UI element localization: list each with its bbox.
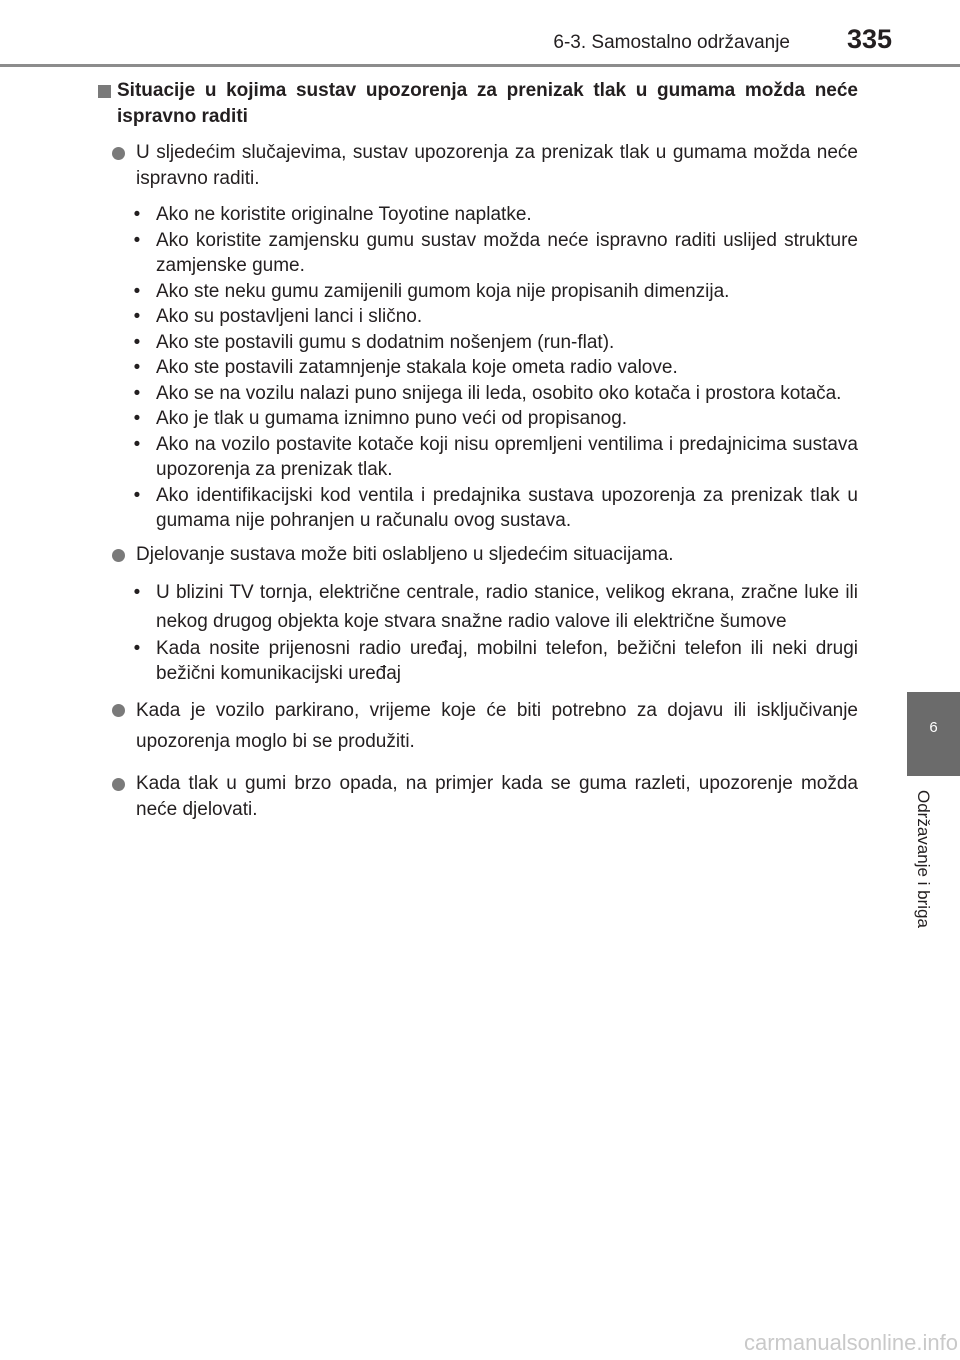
circle-bullet-icon [112, 778, 125, 791]
sub-bullet-icon: • [133, 280, 141, 302]
list-item [96, 330, 858, 356]
bullet-text: Kada je vozilo parkirano, vrijeme koje će biti potrebno za dojavu ili isključivanje upozorenja moglo bi se produžiti. [136, 699, 858, 752]
list-item-text: Ako identifikacijski kod ventila i predajnika sustava upozorenja za prenizak tlak u gumama nije pohranjen u računalu ovog sustava. [156, 484, 858, 531]
sub-bullet-icon: • [133, 637, 141, 659]
list-item-text: Ako ste neku gumu zamijenili gumom koja nije propisanih dimenzija. [156, 280, 730, 302]
chapter-label-text: Održavanje i briga [914, 790, 933, 928]
list-item [96, 483, 858, 534]
list-item-text: Ako je tlak u gumama iznimno puno veći od propisanog. [156, 408, 628, 429]
sub-bullet-icon: • [133, 484, 141, 506]
page-content [96, 78, 858, 833]
circle-bullet-icon [112, 704, 125, 717]
section-title: 6-3. Samostalno održavanje [553, 32, 790, 53]
list-item [96, 578, 858, 636]
bullet-text: Kada tlak u gumi brzo opada, na primjer kada se guma razleti, upozorenje možda neće djelovati. [136, 772, 858, 820]
list-item-text: Ako koristite zamjensku gumu sustav možda neće ispravno raditi uslijed strukture zamjenske gume. [156, 229, 858, 276]
square-bullet-icon [98, 85, 111, 98]
list-item [96, 381, 858, 407]
chapter-tab: 6 [907, 692, 960, 776]
page-number: 335 [846, 24, 892, 54]
watermark: carmanualsonline.info [743, 1330, 958, 1355]
bullet-item [96, 695, 858, 757]
sub-bullet-icon: • [133, 408, 141, 429]
header-rule [0, 64, 960, 67]
bullet-text: Djelovanje sustava može biti oslabljeno u sljedećim situacijama. [136, 543, 674, 565]
sub-bullet-icon: • [133, 357, 141, 378]
sub-list [96, 578, 858, 687]
list-item-text: U blizini TV tornja, električne centrale, radio stanice, velikog ekrana, zračne luke ili nekog drugog objekta koje stvara snažne radio valove ili električne šumove [156, 581, 858, 632]
list-item-text: Kada nosite prijenosni radio uređaj, mobilni telefon, bežični telefon ili neki drugi bežični komunikacijski uređaj [156, 637, 858, 684]
sub-bullet-icon: • [133, 382, 141, 404]
list-item-text: Ako ste postavili gumu s dodatnim nošenjem (run-flat). [156, 331, 615, 353]
bullet-item [96, 542, 858, 568]
list-item [96, 432, 858, 483]
bullet-text: U sljedećim slučajevima, sustav upozorenja za prenizak tlak u gumama možda neće ispravno raditi. [136, 142, 858, 189]
circle-bullet-icon [112, 147, 125, 160]
bullet-item [96, 771, 858, 823]
bullet-item [96, 140, 858, 192]
sub-bullet-icon: • [133, 433, 141, 455]
sub-bullet-icon: • [133, 204, 141, 225]
section-heading-text: Situacije u kojima sustav upozorenja za prenizak tlak u gumama možda neće ispravno raditi [117, 80, 858, 127]
sub-bullet-icon: • [133, 229, 141, 251]
circle-bullet-icon [112, 549, 125, 562]
section-heading [96, 78, 858, 130]
list-item-text: Ako su postavljeni lanci i slično. [156, 306, 423, 327]
sub-bullet-icon: • [133, 581, 141, 603]
list-item-text: Ako ne koristite originalne Toyotine naplatke. [156, 204, 532, 225]
list-item-text: Ako na vozilo postavite kotače koji nisu opremljeni ventilima i predajnicima sustava upozorenja za prenizak tlak. [156, 433, 858, 480]
list-item-text: Ako se na vozilu nalazi puno snijega ili leda, osobito oko kotača i prostora kotača. [156, 382, 842, 404]
list-item [96, 228, 858, 279]
sub-list [96, 202, 858, 534]
list-item [96, 202, 858, 228]
sub-bullet-icon: • [133, 331, 141, 353]
list-item-text: Ako ste postavili zatamnjenje stakala koje ometa radio valove. [156, 357, 678, 378]
list-item [96, 279, 858, 305]
list-item [96, 304, 858, 330]
list-item [96, 355, 858, 381]
list-item [96, 406, 858, 432]
sub-bullet-icon: • [133, 306, 141, 327]
list-item [96, 636, 858, 687]
